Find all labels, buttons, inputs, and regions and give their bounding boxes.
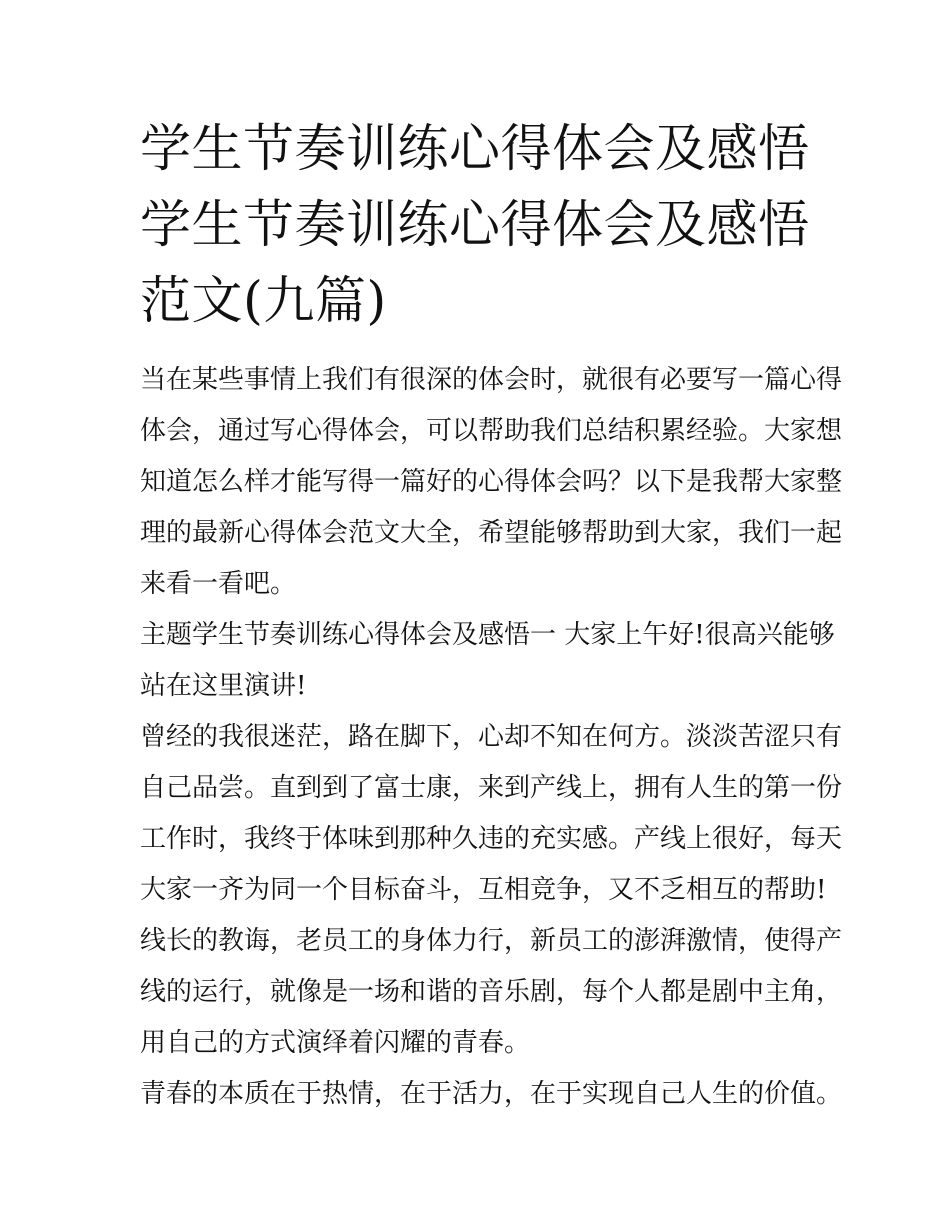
body-line: 来看一看吧。: [140, 569, 297, 599]
title-line-2: 学生节奏训练心得体会及感悟: [140, 196, 810, 255]
body-line: 线的运行，就像是一场和谐的音乐剧，每个人都是剧中主角，: [140, 977, 843, 1007]
body-line: 大家一齐为同一个目标奋斗，互相竞争，又不乏相互的帮助!: [140, 875, 827, 905]
title-line-1: 学生节奏训练心得体会及感悟: [140, 120, 810, 179]
body-line: 线长的教诲，老员工的身体力行，新员工的澎湃激情，使得产: [140, 926, 843, 956]
body-line: 曾经的我很迷茫，路在脚下，心却不知在何方。淡淡苦涩只有: [140, 722, 843, 752]
document-body: [140, 355, 843, 1120]
body-line: 当在某些事情上我们有很深的体会时，就很有必要写一篇心得: [140, 365, 843, 395]
body-line: 知道怎么样才能写得一篇好的心得体会吗？以下是我帮大家整: [140, 467, 843, 497]
body-line: 体会，通过写心得体会，可以帮助我们总结积累经验。大家想: [140, 416, 843, 446]
body-line: 用自己的方式演绎着闪耀的青春。: [140, 1028, 531, 1058]
body-line: 主题学生节奏训练心得体会及感悟一 大家上午好!很高兴能够: [140, 620, 835, 650]
body-line: 工作时，我终于体味到那种久违的充实感。产线上很好，每天: [140, 824, 843, 854]
body-line: 青春的本质在于热情，在于活力，在于实现自己人生的价值。: [140, 1079, 843, 1109]
body-line: 站在这里演讲!: [140, 671, 307, 701]
body-line: 自己品尝。直到到了富士康，来到产线上，拥有人生的第一份: [140, 773, 843, 803]
document-title: [140, 112, 820, 340]
body-line: 理的最新心得体会范文大全，希望能够帮助到大家，我们一起: [140, 518, 843, 548]
title-line-3: 范文(九篇): [140, 272, 387, 331]
